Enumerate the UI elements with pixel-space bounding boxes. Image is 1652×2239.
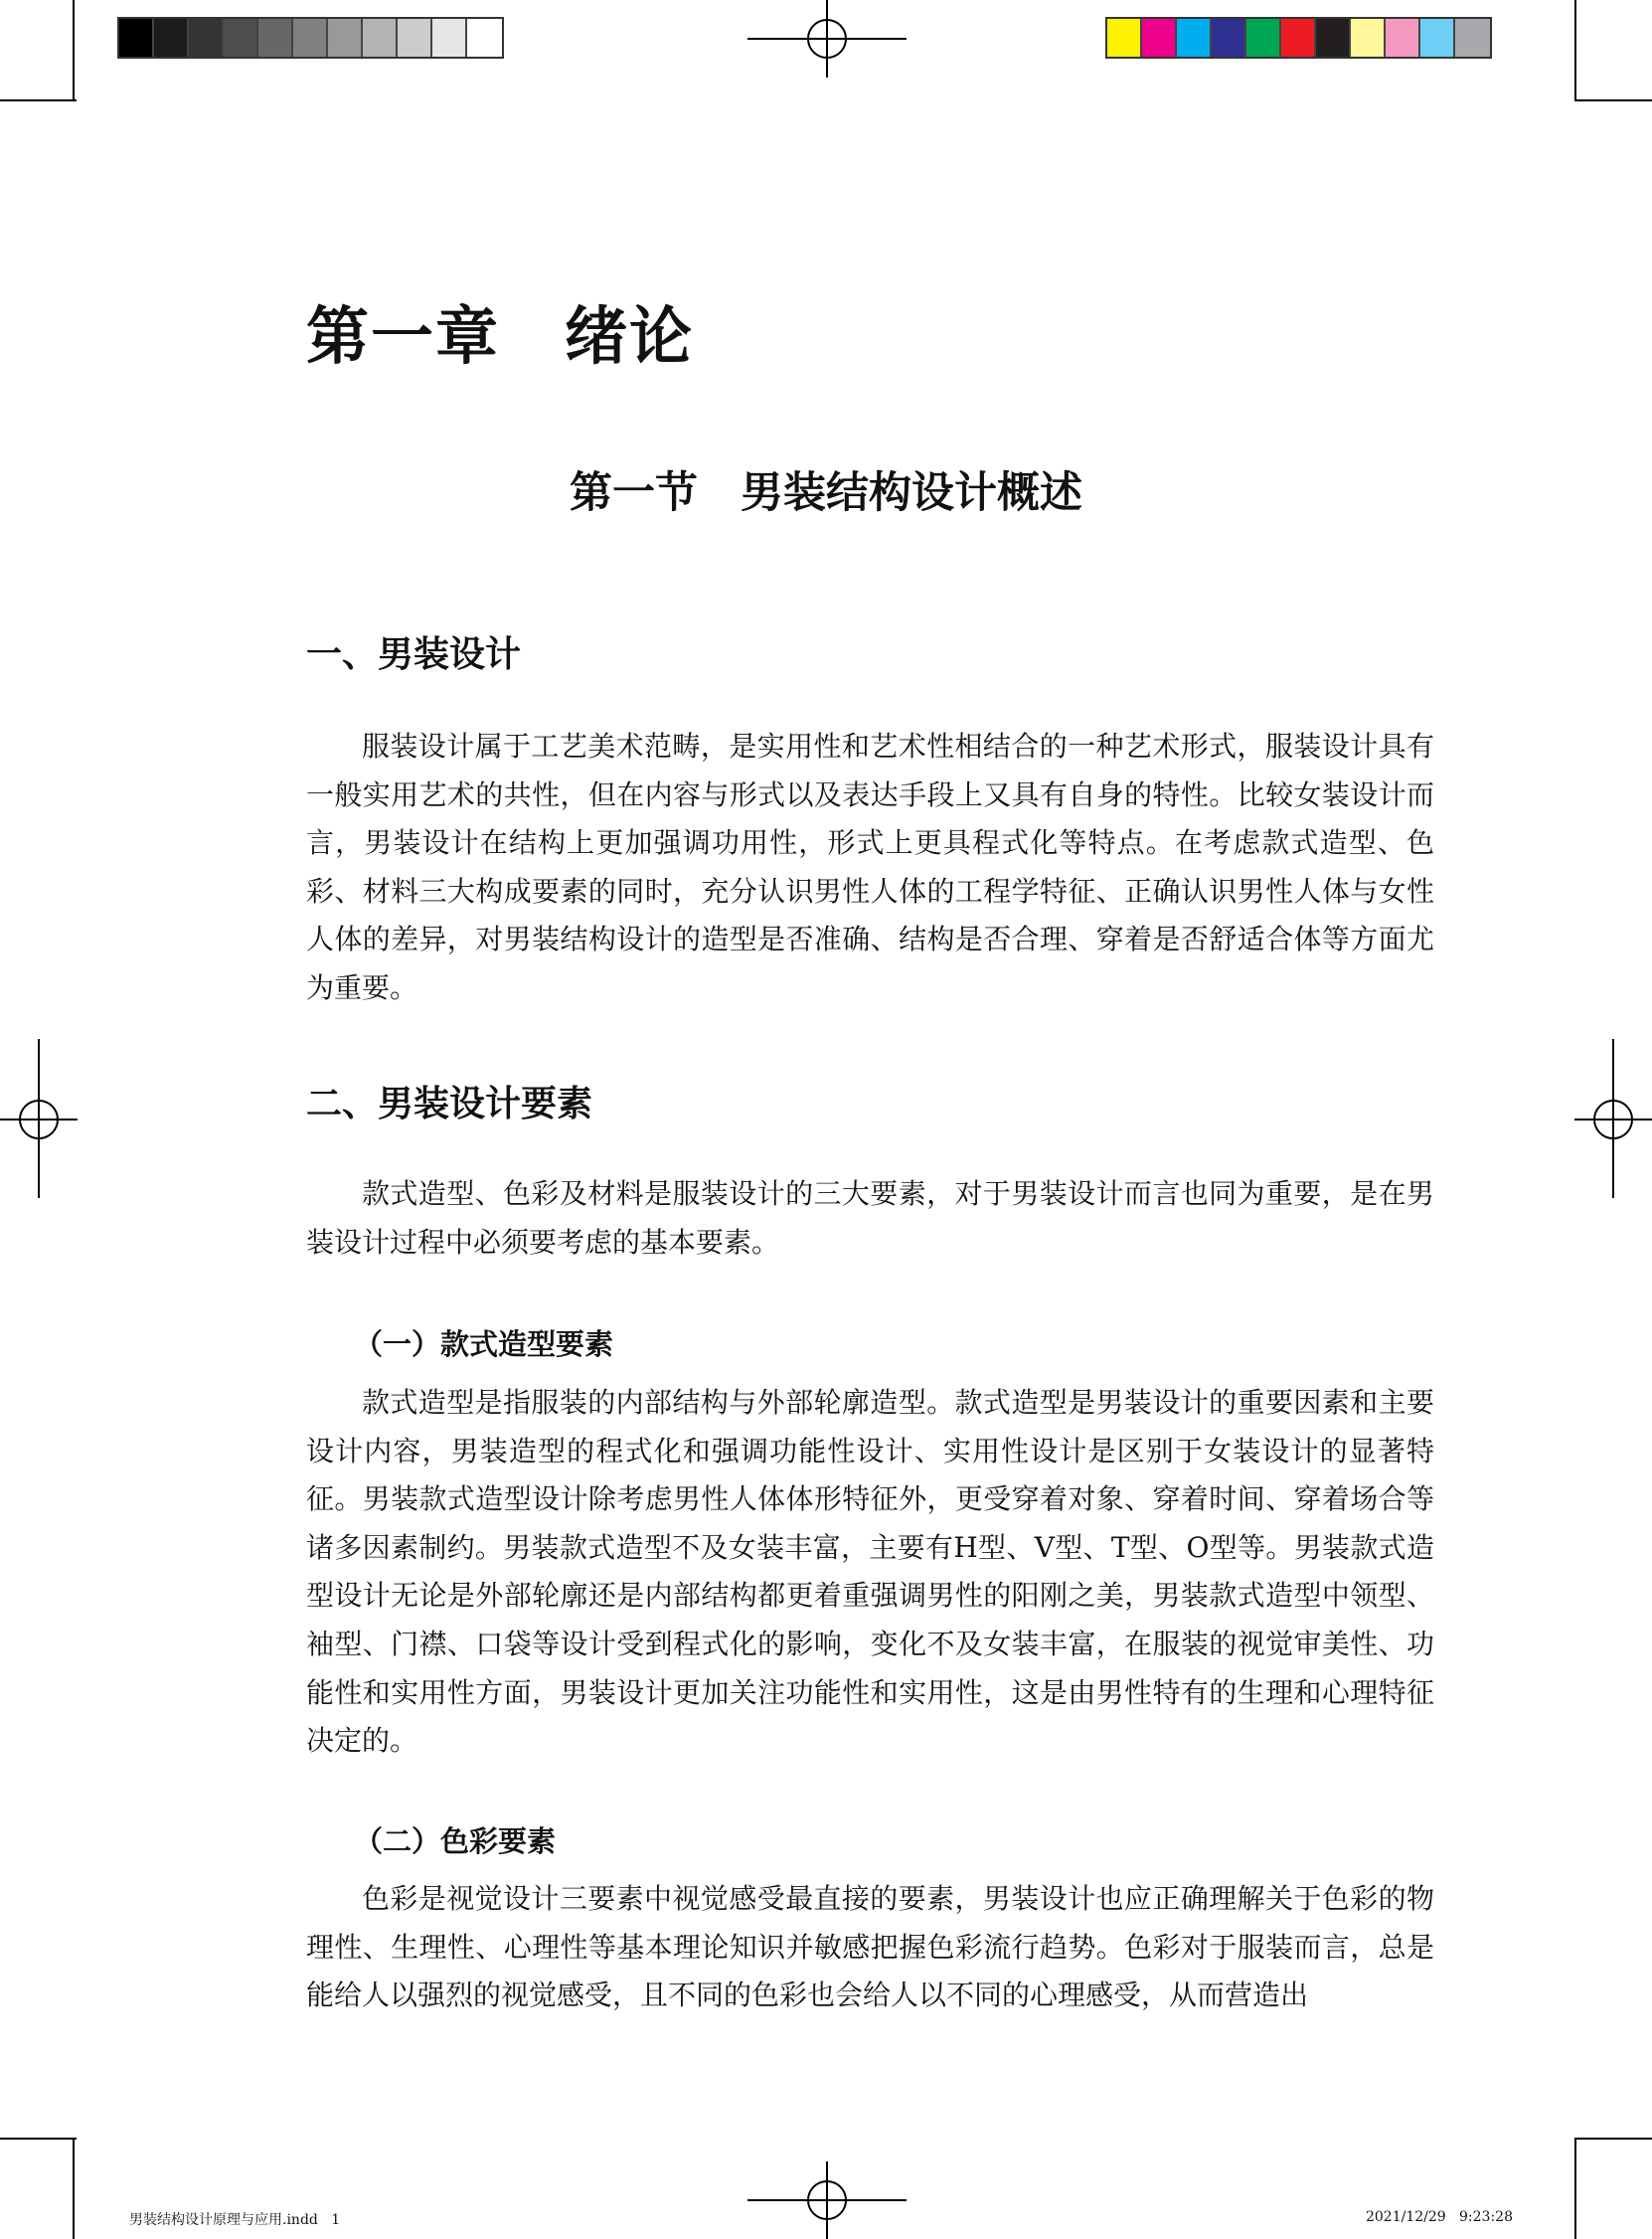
process-color-bar [1105,17,1492,59]
paragraph-design-elements: 款式造型、色彩及材料是服装设计的三大要素，对于男装设计而言也同为重要，是在男装设计过程中必须要考虑的基本要素。 [306,1177,1434,1259]
color-swatch [1177,19,1212,57]
gray-swatch [189,19,224,57]
color-swatch [1420,19,1455,57]
gray-swatch [398,19,432,57]
color-swatch [1316,19,1351,57]
gray-swatch [154,19,189,57]
color-swatch [1212,19,1246,57]
paragraph-color-element: 色彩是视觉设计三要素中视觉感受最直接的要素，男装设计也应正确理解关于色彩的物理性、生理性、心理性等基本理论知识并敏感把握色彩流行趋势。色彩对于服装而言，总是能给人以强烈的视觉感受，且不同的色彩也会给人以不同的心理感受，从而营造出 [306,1882,1434,2012]
gray-swatch [363,19,398,57]
color-swatch [1142,19,1177,57]
section-title: 第一节 男装结构设计概述 [570,468,1082,518]
paragraph-mens-design: 服装设计属于工艺美术范畴，是实用性和艺术性相结合的一种艺术形式，服装设计具有一般实用艺术的共性，但在内容与形式以及表达手段上又具有自身的特性。比较女装设计而言，男装设计在结构上更加强调功用性，形式上更具程式化等特点。在考虑款式造型、色彩、材料三大构成要素的同时，充分认识男性人体的工程学特征、正确认识男性人体与女性人体的差异，对男装结构设计的造型是否准确、结构是否合理、穿着是否舒适合体等方面尤为重要。 [306,730,1434,1004]
color-swatch [1246,19,1281,57]
color-swatch [1386,19,1420,57]
heading-design-elements: 二、男装设计要素 [306,1084,593,1124]
gray-swatch [119,19,154,57]
footer-timestamp: 2021/12/29 9:23:28 [1365,2209,1513,2225]
color-swatch [1455,19,1490,57]
color-swatch [1281,19,1316,57]
color-swatch [1351,19,1386,57]
gray-swatch [432,19,467,57]
heading-mens-design: 一、男装设计 [306,634,522,675]
color-swatch [1107,19,1142,57]
subheading-color-element: （二）色彩要素 [354,1824,557,1858]
gray-swatch [258,19,293,57]
paragraph-style-element: 款式造型是指服装的内部结构与外部轮廓造型。款式造型是男装设计的重要因素和主要设计内容，男装造型的程式化和强调功能性设计、实用性设计是区别于女装设计的显著特征。男装款式造型设计除考虑男性人体体形特征外，更受穿着对象、穿着时间、穿着场合等诸多因素制约。男装款式造型不及女装丰富，主要有H型、V型、T型、O型等。男装款式造型设计无论是外部轮廓还是内部结构都更着重强调男性的阳刚之美，男装款式造型中领型、袖型、门襟、口袋等设计受到程式化的影响，变化不及女装丰富，在服装的视觉审美性、功能性和实用性方面，男装设计更加关注功能性和实用性，这是由男性特有的生理和心理特征决定的。 [306,1386,1434,1758]
gray-swatch [467,19,502,57]
gray-swatch [328,19,363,57]
gray-swatch [224,19,258,57]
grayscale-color-bar [117,17,504,59]
chapter-title: 第一章 绪论 [306,300,694,373]
gray-swatch [293,19,328,57]
subheading-style-element: （一）款式造型要素 [354,1327,614,1361]
footer-file-name: 男装结构设计原理与应用.indd 1 [129,2212,341,2228]
